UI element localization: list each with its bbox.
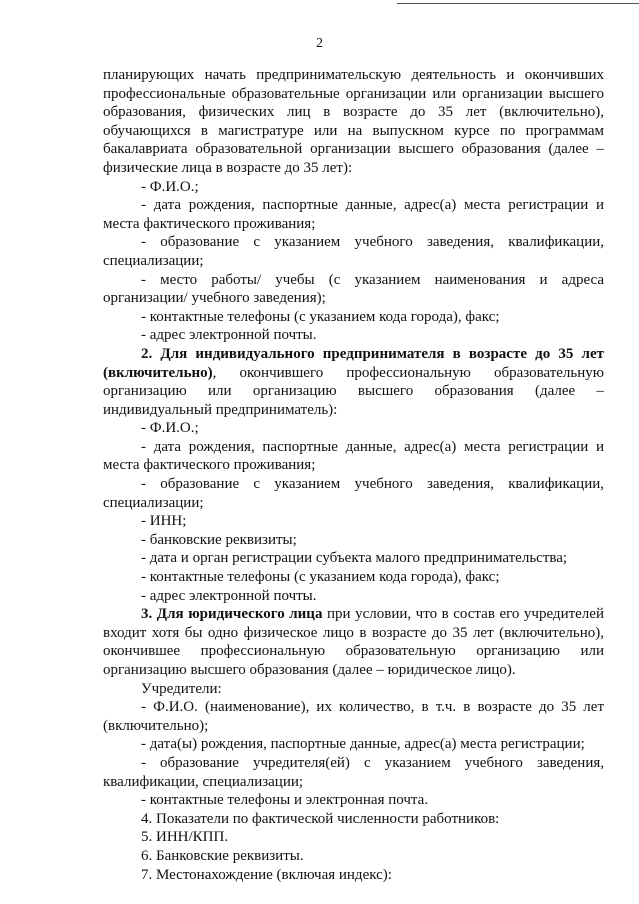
list-item: - Ф.И.О.; (141, 178, 199, 195)
section3-heading (103, 605, 604, 679)
header-rule (397, 3, 639, 4)
numbered-list (103, 810, 604, 884)
list-item: - место работы/ учебы (с указанием наименования и адреса организации/ учебного заведения); (103, 271, 604, 307)
numbered-item: 5. ИНН/КПП. (141, 829, 229, 846)
list-item: - образование с указанием учебного заведения, квалификации, специализации; (103, 476, 604, 511)
numbered-item: 7. Местонахождение (включая индекс): (141, 866, 392, 883)
numbered-item: 6. Банковские реквизиты. (141, 847, 304, 864)
list-item: - банковские реквизиты; (141, 531, 297, 548)
list-item: - контактные телефоны (с указанием кода города), факс; (141, 569, 500, 586)
numbered-item: 4. Показатели по фактической численности работников: (141, 810, 500, 827)
section1-list (103, 178, 604, 345)
founders-list (103, 698, 604, 810)
list-item: - Ф.И.О.; (141, 420, 199, 437)
list-item: - Ф.И.О. (наименование), их количество, в т.ч. в возрасте до 35 лет (включительно); (103, 699, 604, 734)
section2-list (103, 419, 604, 605)
list-item: - дата(ы) рождения, паспортные данные, адрес(а) места регистрации; (141, 736, 585, 753)
list-item: - адрес электронной почты. (141, 587, 317, 604)
list-item: - контактные телефоны и электронная почта. (141, 792, 429, 809)
list-item: - образование с указанием учебного заведения, квалификации, специализации; (103, 234, 604, 269)
document-body (103, 66, 604, 884)
list-item: - образование учредителя(ей) с указанием учебного заведения, квалификации, специализации; (103, 754, 604, 790)
list-item: - адрес электронной почты. (141, 327, 317, 344)
intro-paragraph: планирующих начать предпринимательскую деятельность и окончивших профессиональные образовательные организации или организации высшего образования, физических лиц в возрасте до 35 лет (включительно), обучающихся в магистратуре или на выпускном курсе по программам бакалавриата образовательной организации высшего образования (далее – физические лица в возрасте до 35 лет): (103, 67, 604, 176)
section2-heading (103, 345, 604, 419)
section3-bold: 3. Для юридического лица (141, 606, 323, 623)
section2-bold: 2. Для индивидуального предпринимателя в возрасте до 35 лет (включительно) (103, 345, 604, 381)
list-item: - ИНН; (141, 513, 187, 530)
section3-text: при условии, что в состав его учредителей входит хотя бы одно физическое лицо в возрасте до 35 лет (включительно), окончившее профессиональную образовательную организацию или организацию высшего образования (далее – юридическое лицо). (103, 606, 604, 678)
list-item: - дата рождения, паспортные данные, адрес(а) места регистрации и места фактического проживания; (103, 197, 604, 232)
founders-label: Учредители: (141, 680, 222, 697)
list-item: - контактные телефоны (с указанием кода города), факс; (141, 308, 500, 325)
section2-text: , окончившего профессиональную образовательную организацию или организацию высшего образования (далее – индивидуальный предприниматель): (103, 364, 604, 418)
list-item: - дата рождения, паспортные данные, адрес(а) места регистрации и места фактического проживания; (103, 438, 604, 474)
page-number: 2 (316, 36, 323, 51)
list-item: - дата и орган регистрации субъекта малого предпринимательства; (141, 550, 568, 567)
